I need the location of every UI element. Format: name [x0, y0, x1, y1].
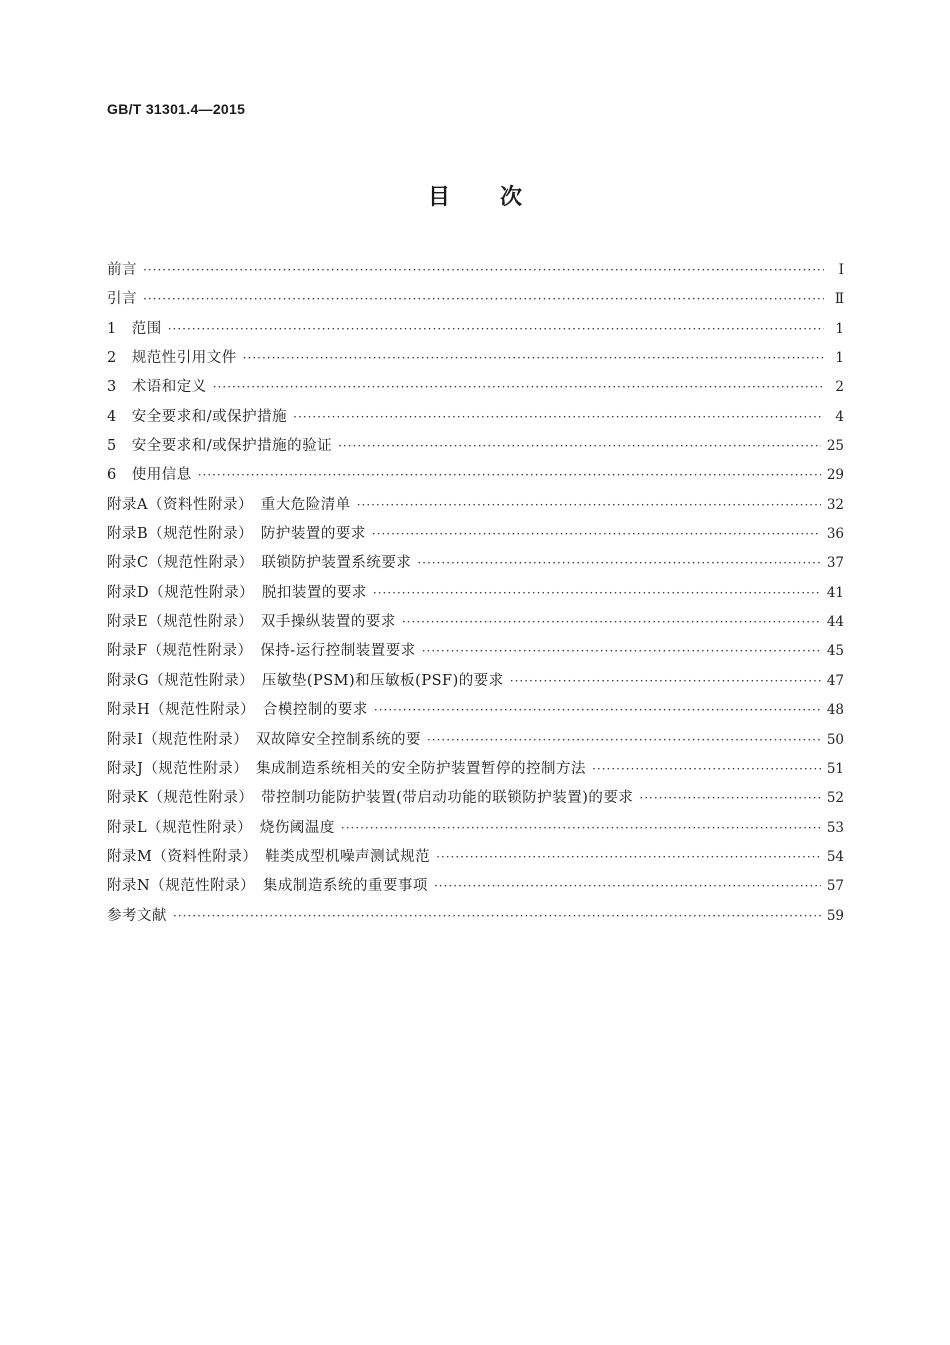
toc-entry-label: 附录F（规范性附录） 保持-运行控制装置要求 [107, 643, 416, 660]
toc-entry-label: 附录G（规范性附录） 压敏垫(PSM)和压敏板(PSF)的要求 [107, 672, 504, 689]
toc-entry[interactable] [107, 845, 844, 874]
toc-entry-page-number: 41 [826, 584, 844, 601]
toc-entry[interactable] [107, 904, 844, 933]
toc-leader-dots [357, 498, 821, 512]
toc-entry[interactable] [107, 786, 844, 815]
toc-entry-page-number: 50 [826, 731, 844, 748]
toc-entry-label: 附录H（规范性附录） 合模控制的要求 [107, 702, 368, 719]
toc-entry-page-number: 29 [826, 467, 844, 484]
toc-entry[interactable] [107, 258, 844, 287]
toc-entry-page-number: 51 [826, 760, 844, 777]
toc-entry-label: 附录C（规范性附录） 联锁防护装置系统要求 [107, 555, 412, 572]
toc-entry-page-number: 2 [835, 379, 844, 396]
toc-leader-dots [173, 909, 821, 923]
toc-leader-dots [436, 850, 821, 864]
toc-entry[interactable] [107, 639, 844, 668]
toc-leader-dots [373, 586, 821, 600]
toc-entry[interactable] [107, 581, 844, 610]
toc-entry-page-number: Ⅰ [838, 262, 844, 278]
toc-entry[interactable] [107, 463, 844, 492]
toc-leader-dots [372, 527, 821, 541]
toc-entry[interactable] [107, 405, 844, 434]
toc-entry-label: 前言 [107, 262, 137, 278]
toc-entry-label: 6 使用信息 [107, 467, 192, 484]
toc-entry-page-number: 54 [826, 848, 844, 865]
toc-entry-page-number: 1 [835, 320, 844, 337]
toc-entry-label: 附录K（规范性附录） 带控制功能防护装置(带启动功能的联锁防护装置)的要求 [107, 790, 634, 807]
toc-leader-dots [168, 322, 824, 336]
toc-entry[interactable] [107, 522, 844, 551]
toc-entry[interactable] [107, 728, 844, 757]
toc-leader-dots [434, 879, 821, 893]
toc-entry-label: 附录M（资料性附录） 鞋类成型机噪声测试规范 [107, 848, 431, 865]
toc-leader-dots [510, 674, 821, 688]
toc-entry-label: 附录J（规范性附录） 集成制造系统相关的安全防护装置暂停的控制方法 [107, 760, 587, 777]
toc-entry-page-number: 48 [826, 702, 844, 719]
toc-entry-label: 2 规范性引用文件 [107, 350, 237, 367]
toc-entry-page-number: 47 [826, 672, 844, 689]
toc-leader-dots [422, 644, 821, 658]
toc-entry[interactable] [107, 317, 844, 346]
standard-code: GB/T 31301.4—2015 [107, 101, 246, 117]
toc-entry[interactable] [107, 610, 844, 639]
toc-entry-page-number: 37 [826, 555, 844, 572]
toc-entry-label: 3 术语和定义 [107, 379, 207, 396]
toc-leader-dots [243, 351, 824, 365]
toc-leader-dots [374, 703, 821, 717]
toc-entry[interactable] [107, 757, 844, 786]
toc-leader-dots [143, 292, 824, 306]
toc-leader-dots [427, 733, 821, 747]
toc-entry[interactable] [107, 287, 844, 316]
page-title: 目次 [427, 185, 572, 210]
toc-leader-dots [402, 615, 821, 629]
toc-entry-label: 5 安全要求和/或保护措施的验证 [107, 438, 333, 455]
toc-entry-page-number: 59 [826, 907, 844, 924]
toc-entry-label: 引言 [107, 291, 137, 308]
toc-entry-label: 附录D（规范性附录） 脱扣装置的要求 [107, 584, 367, 601]
toc-entry-page-number: 53 [826, 819, 844, 836]
toc-entry-page-number: 45 [826, 643, 844, 660]
toc-leader-dots [592, 762, 821, 776]
toc-leader-dots [639, 791, 820, 805]
toc-entry[interactable] [107, 346, 844, 375]
toc-entry-page-number: 36 [826, 526, 844, 543]
toc-entry[interactable] [107, 434, 844, 463]
toc-entry[interactable] [107, 874, 844, 903]
toc-entry[interactable] [107, 375, 844, 404]
toc-entry-page-number: 32 [826, 496, 844, 513]
toc-entry-label: 附录L（规范性附录） 烧伤阈温度 [107, 819, 335, 836]
toc-leader-dots [338, 439, 821, 453]
toc-entry-label: 附录N（规范性附录） 集成制造系统的重要事项 [107, 878, 428, 895]
toc-entry-label: 附录B（规范性附录） 防护装置的要求 [107, 526, 366, 543]
toc-entry-label: 附录I（规范性附录） 双故障安全控制系统的要 [107, 731, 421, 748]
toc-entry-page-number: 57 [826, 878, 844, 895]
toc-leader-dots [417, 556, 820, 570]
toc-entry[interactable] [107, 493, 844, 522]
toc-entry-page-number: 52 [826, 790, 844, 807]
toc-entry-label: 4 安全要求和/或保护措施 [107, 408, 288, 425]
toc-leader-dots [293, 410, 824, 424]
toc-entry-page-number: Ⅱ [834, 291, 844, 308]
toc-entry-label: 附录E（规范性附录） 双手操纵装置的要求 [107, 614, 396, 631]
toc-entry[interactable] [107, 669, 844, 698]
toc-leader-dots [213, 380, 824, 394]
toc-entry-label: 1 范围 [107, 320, 162, 337]
toc-entry-label: 附录A（资料性附录） 重大危险清单 [107, 496, 351, 513]
toc-entry-page-number: 1 [835, 350, 844, 367]
toc-entry[interactable] [107, 551, 844, 580]
table-of-contents [107, 258, 844, 933]
toc-entry-page-number: 44 [826, 614, 844, 631]
toc-leader-dots [198, 468, 821, 482]
toc-entry-page-number: 25 [826, 438, 844, 455]
toc-entry[interactable] [107, 698, 844, 727]
toc-entry-page-number: 4 [835, 408, 844, 425]
toc-entry-label: 参考文献 [107, 907, 167, 924]
toc-leader-dots [143, 263, 824, 277]
toc-leader-dots [341, 821, 821, 835]
toc-entry[interactable] [107, 816, 844, 845]
